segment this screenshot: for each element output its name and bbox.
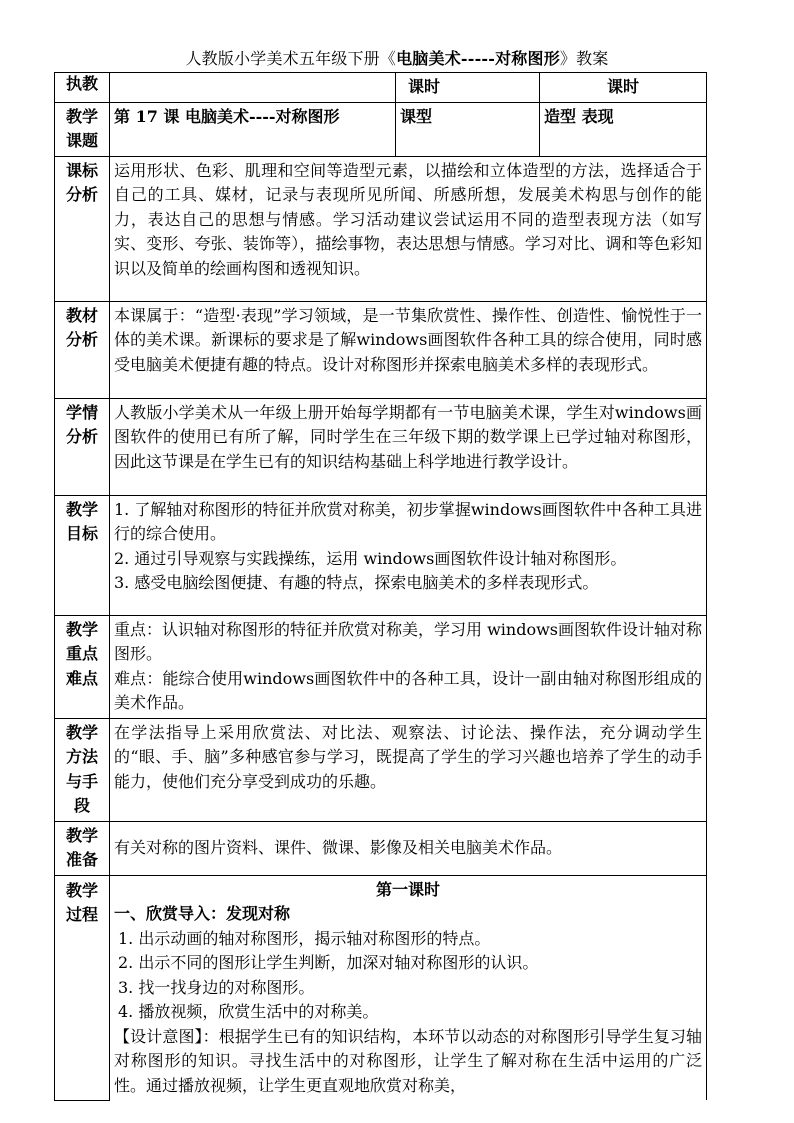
process-step-2: 2. 出示不同的图形让学生判断，加深对轴对称图形的认识。 bbox=[118, 953, 539, 972]
title-prefix: 人教版小学美术五年级下册《 bbox=[185, 49, 397, 68]
objectives-content bbox=[110, 495, 707, 615]
textbook-content bbox=[110, 301, 707, 398]
process-step-3: 3. 找一找身边的对称图形。 bbox=[118, 977, 315, 997]
students-row bbox=[55, 398, 707, 495]
objectives-row bbox=[55, 495, 707, 615]
lesson-type-value: 造型 表现 bbox=[540, 102, 707, 156]
process-step-1: 1. 出示动画的轴对称图形，揭示轴对称图形的特点。 bbox=[118, 928, 491, 948]
hours-label: 课时 bbox=[396, 73, 540, 103]
document-title bbox=[0, 46, 794, 69]
preparation-row bbox=[55, 821, 707, 875]
topic-row bbox=[55, 102, 707, 156]
standards-row bbox=[55, 156, 707, 301]
lesson-title: 第 17 课 电脑美术----对称图形 bbox=[110, 102, 396, 156]
keypoints-label: 教学重点难点 bbox=[55, 615, 110, 718]
standards-text: 运用形状、色彩、肌理和空间等造型元素，以描绘和立体造型的方法，选择适合于自己的工具、媒材，记录与表现所见所闻、所感所想，发展美术构思与创作的能力，表达自己的思想与情感。学习活动建议尝试运用不同的造型表现方法（如写实、变形、夸张、装饰等），描绘事物，表达思想与情感。学习对比、调和等色彩知识以及简单的绘画构图和透视知识。 bbox=[114, 160, 702, 278]
topic-label: 教学课题 bbox=[55, 102, 110, 156]
section-heading: 一、欣赏导入：发现对称 bbox=[114, 904, 291, 923]
design-intent: 【设计意图】：根据学生已有的知识结构，本环节以动态的对称图形引导学生复习轴对称图形的知识。寻找生活中的对称图形，让学生了解对称在生活中运用的广泛性。通过播放视频，让学生更直观地欣赏对称美， bbox=[114, 1026, 702, 1095]
preparation-text: 有关对称的图片资料、课件、微课、影像及相关电脑美术作品。 bbox=[114, 837, 563, 857]
methods-row bbox=[55, 718, 707, 821]
process-row bbox=[55, 875, 707, 1100]
keypoint-difficulty: 难点：能综合使用windows画图软件中的各种工具，设计一副由轴对称图形组成的美术作品。 bbox=[114, 668, 702, 712]
objectives-label: 教学目标 bbox=[55, 495, 110, 615]
preparation-content bbox=[110, 821, 707, 875]
preparation-label: 教学准备 bbox=[55, 821, 110, 875]
textbook-text: 本课属于：“造型·表现”学习领域，是一节集欣赏性、操作性、创造性、愉悦性于一体的美术课。新课标的要求是了解windows画图软件各种工具的综合使用，同时感受电脑美术便捷有趣的特点。设计对称图形并探索电脑美术多样的表现形式。 bbox=[114, 305, 702, 374]
objective-2: 2. 通过引导观察与实践操练，运用 windows画图软件设计轴对称图形。 bbox=[114, 548, 627, 568]
session-heading: 第一课时 bbox=[375, 879, 440, 899]
teacher-label: 执教 bbox=[55, 73, 110, 103]
students-text: 人教版小学美术从一年级上册开始每学期都有一节电脑美术课，学生对windows画图软件的使用已有所了解，同时学生在三年级下期的数学课上已学过轴对称图形，因此这节课是在学生已有的知识结构基础上科学地进行教学设计。 bbox=[114, 402, 702, 471]
keypoints-row bbox=[55, 615, 707, 718]
textbook-label: 教材分析 bbox=[55, 301, 110, 398]
students-label: 学情分析 bbox=[55, 398, 110, 495]
methods-label: 教学方法与手段 bbox=[55, 718, 110, 821]
process-content bbox=[110, 875, 707, 1100]
standards-content bbox=[110, 156, 707, 301]
teacher-value bbox=[110, 73, 396, 103]
objective-3: 3. 感受电脑绘图便捷、有趣的特点，探索电脑美术的多样表现形式。 bbox=[114, 573, 599, 592]
methods-content bbox=[110, 718, 707, 821]
keypoints-content bbox=[110, 615, 707, 718]
process-step-4: 4. 播放视频，欣赏生活中的对称美。 bbox=[118, 1002, 379, 1021]
lesson-type-label: 课型 bbox=[396, 102, 540, 156]
lesson-plan-table bbox=[54, 72, 707, 1101]
methods-text: 在学法指导上采用欣赏法、对比法、观察法、讨论法、操作法，充分调动学生的“眼、手、脑”多种感官参与学习，既提高了学生的学习兴趣也培养了学生的动手能力，使他们充分享受到成功的乐趣。 bbox=[114, 722, 702, 791]
textbook-row bbox=[55, 301, 707, 398]
title-bold: 电脑美术-----对称图形 bbox=[396, 49, 560, 68]
process-label: 教学过程 bbox=[55, 875, 110, 1100]
hours-label-2: 课时 bbox=[540, 73, 707, 103]
objective-1: 1. 了解轴对称图形的特征并欣赏对称美，初步掌握windows画图软件中各种工具进行的综合使用。 bbox=[114, 499, 702, 543]
header-row bbox=[55, 73, 707, 103]
standards-label: 课标分析 bbox=[55, 156, 110, 301]
title-suffix: 》教案 bbox=[559, 49, 609, 68]
students-content bbox=[110, 398, 707, 495]
keypoint-focus: 重点：认识轴对称图形的特征并欣赏对称美，学习用 windows画图软件设计轴对称图形。 bbox=[114, 619, 702, 663]
